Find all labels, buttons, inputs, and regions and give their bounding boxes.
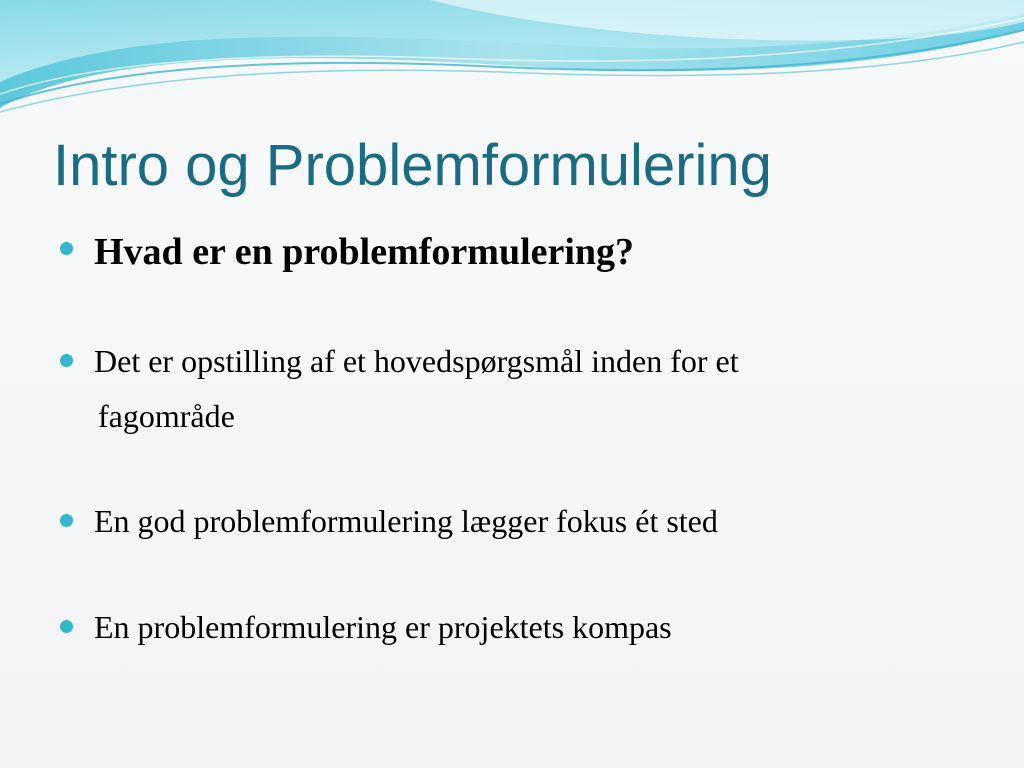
bullet-text-line-2: fagområde	[98, 398, 235, 434]
bullet-text: En problemformulering er projektets kompas	[94, 609, 672, 645]
bullet-item	[60, 494, 718, 549]
bullet-text: Hvad er en problemformulering?	[94, 231, 635, 273]
bullet-dot-icon	[60, 514, 73, 527]
slide-title: Intro og Problemformulering	[53, 133, 772, 198]
bullet-dot-icon	[60, 354, 73, 367]
bullet-item	[60, 224, 634, 280]
bullet-dot-icon	[60, 242, 73, 255]
bullet-text-line-1: Det er opstilling af et hovedspørgsmål inden for et	[94, 343, 739, 379]
bullet-dot-icon	[60, 620, 73, 633]
bullet-text: En god problemformulering lægger fokus ét sted	[94, 503, 718, 539]
header-wave-decoration	[0, 0, 1024, 130]
bullet-text	[94, 334, 739, 444]
bullet-item	[60, 600, 672, 655]
bullet-item	[60, 334, 739, 444]
